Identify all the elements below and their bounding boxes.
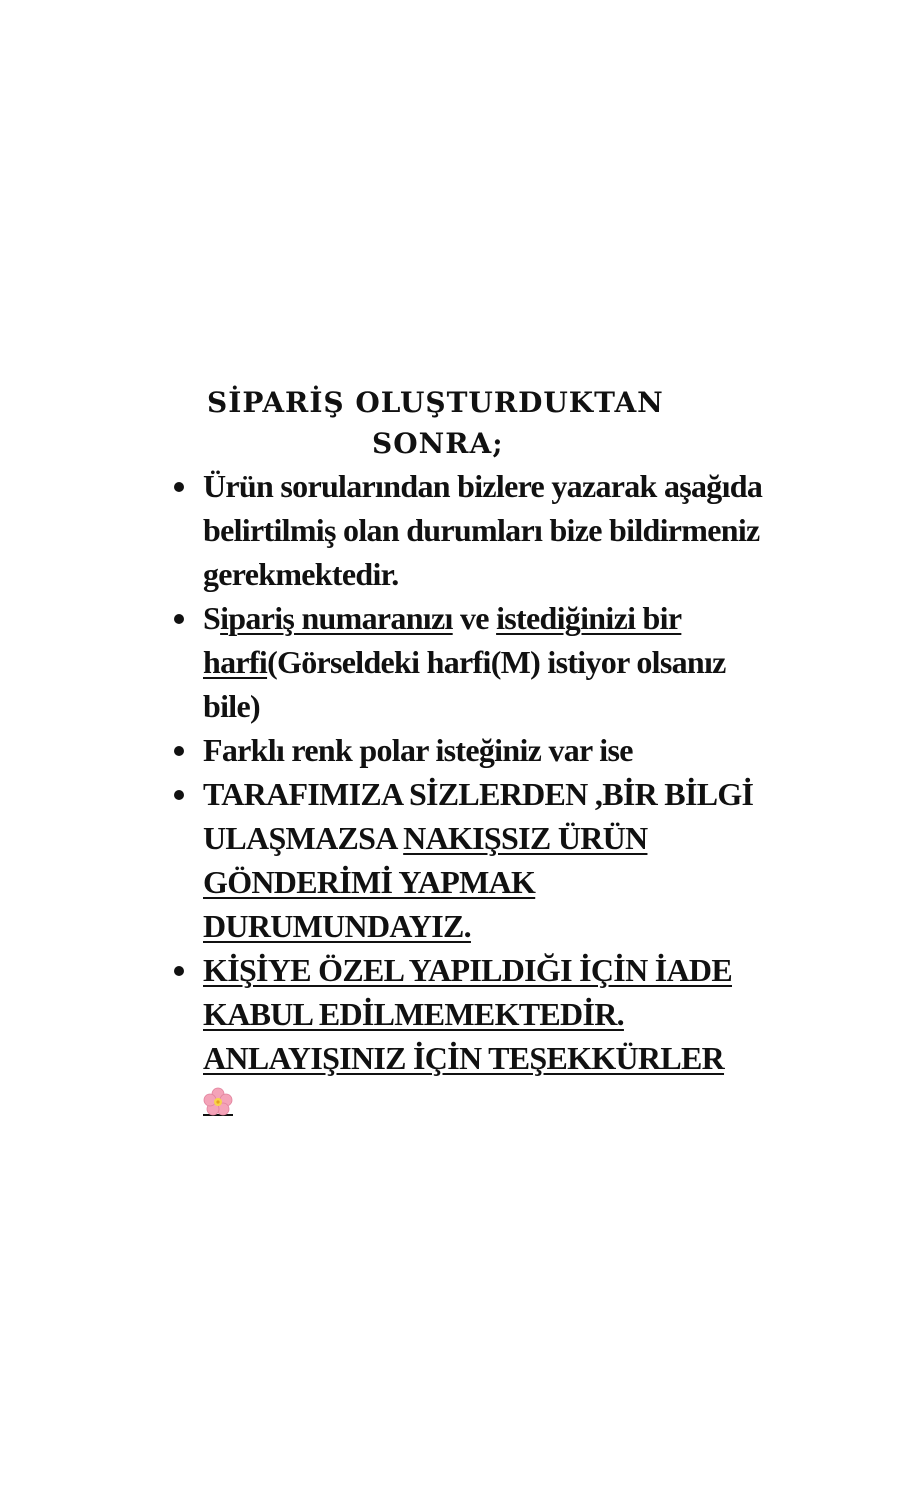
item-text-condition: TARAFIMIZA SİZLERDEN ,BİR BİLGİ ULAŞMAZSA <box>203 776 754 856</box>
list-item-contact <box>0 464 920 596</box>
bullet-icon <box>174 614 184 624</box>
item-text-letter: istediğinizi bir harfi <box>203 600 682 680</box>
heading-line-1: SİPARİŞ OLUŞTURDUKTAN <box>207 386 664 419</box>
bullet-icon <box>174 966 184 976</box>
item-text-order-number: ipariş numaranızı <box>220 600 453 636</box>
cherry-blossom-icon <box>203 1084 233 1116</box>
list-item-warning <box>0 772 920 948</box>
cherry-blossom-svg <box>203 1087 233 1117</box>
item-text-no-return: KİŞİYE ÖZEL YAPILDIĞI İÇİN İADE KABUL EDİLMEMEKTEDİR. ANLAYIŞINIZ İÇİN TEŞEKKÜRLER <box>203 952 732 1076</box>
bullet-icon <box>174 746 184 756</box>
order-notice <box>0 382 920 1124</box>
heading-line-2: SONRA; <box>372 427 504 460</box>
item-text-note: (Görseldeki harfi(M) istiyor olsanız bile) <box>203 644 726 724</box>
list-item-color <box>0 728 920 772</box>
notice-list <box>0 464 920 1124</box>
item-text-start: S <box>203 600 221 636</box>
bullet-icon <box>174 790 184 800</box>
notice-heading <box>0 382 920 464</box>
list-item-no-return <box>0 948 920 1124</box>
item-text: Farklı renk polar isteğiniz var ise <box>203 732 633 768</box>
list-item-order-number <box>0 596 920 728</box>
item-text-consequence: NAKIŞSIZ ÜRÜN GÖNDERİMİ YAPMAK DURUMUNDAYIZ. <box>203 820 648 944</box>
bullet-icon <box>174 482 184 492</box>
item-text-connector: ve <box>452 600 497 636</box>
item-text: Ürün sorularından bizlere yazarak aşağıda belirtilmiş olan durumları bize bildirmeniz gerekmektedir. <box>203 468 763 592</box>
